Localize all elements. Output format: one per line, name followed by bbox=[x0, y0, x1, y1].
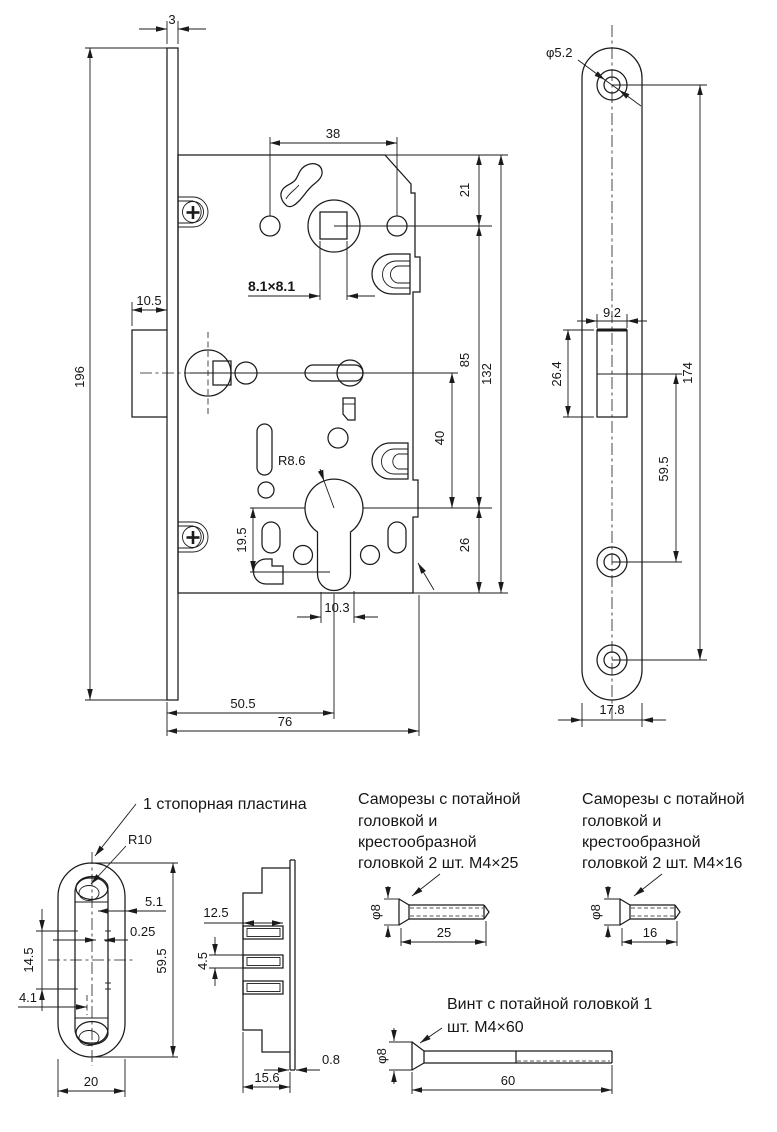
dim-label-40: 40 bbox=[432, 430, 447, 446]
dim-label-phi8-b: φ8 bbox=[588, 904, 603, 920]
screw25-text-2: головкой и bbox=[358, 813, 438, 830]
dim-label-19-5: 19.5 bbox=[234, 527, 249, 553]
dim-label-8-1: 8.1×8.1 bbox=[248, 278, 296, 294]
dim-label-0-25: 0.25 bbox=[130, 924, 156, 939]
stopper-plate-title: 1 стопорная пластина bbox=[143, 796, 307, 813]
screw60-text-2: шт. M4×60 bbox=[447, 1019, 524, 1036]
dim-label-0-8: 0.8 bbox=[321, 1052, 341, 1067]
dim-label-4-1: 4.1 bbox=[18, 990, 38, 1005]
dim-label-59-5-stopper: 59.5 bbox=[154, 948, 169, 974]
dim-label-12-5: 12.5 bbox=[203, 905, 229, 920]
dim-label-132: 132 bbox=[479, 363, 494, 385]
dim-label-196: 196 bbox=[72, 366, 87, 388]
dim-label-20: 20 bbox=[83, 1074, 99, 1089]
screw16-text-1: Саморезы с потайной bbox=[582, 791, 745, 808]
dim-label-59-5: 59.5 bbox=[656, 456, 671, 482]
dim-label-15-6: 15.6 bbox=[254, 1070, 280, 1085]
dim-label-5-1: 5.1 bbox=[144, 894, 164, 909]
screw16-text-4: головкой 2 шт. M4×16 bbox=[582, 855, 743, 872]
dim-label-26-4: 26.4 bbox=[549, 361, 564, 387]
dim-label-10-5: 10.5 bbox=[136, 293, 162, 308]
dim-label-174: 174 bbox=[680, 362, 695, 384]
dim-label-25: 25 bbox=[436, 925, 452, 940]
screw25-text-4: головкой 2 шт. M4×25 bbox=[358, 855, 519, 872]
dim-label-3: 3 bbox=[168, 12, 176, 27]
screw16-text-3: крестообразной bbox=[582, 834, 701, 851]
dim-label-14-5: 14.5 bbox=[21, 947, 36, 973]
dim-label-85: 85 bbox=[457, 352, 472, 368]
dim-label-76: 76 bbox=[277, 714, 293, 729]
dim-label-9-2: 9.2 bbox=[602, 305, 622, 320]
dim-label-21: 21 bbox=[457, 182, 472, 198]
screw25-text-3: крестообразной bbox=[358, 834, 477, 851]
dim-label-phi5-2: φ5.2 bbox=[546, 45, 573, 60]
dim-label-phi8-c: φ8 bbox=[374, 1048, 389, 1064]
dim-label-17-8: 17.8 bbox=[599, 702, 625, 717]
dim-label-10-3: 10.3 bbox=[324, 600, 350, 615]
screw25-text-1: Саморезы с потайной bbox=[358, 791, 521, 808]
dim-label-r8-6: R8.6 bbox=[278, 453, 306, 468]
dim-label-60: 60 bbox=[500, 1073, 516, 1088]
dim-label-38: 38 bbox=[325, 126, 341, 141]
dim-label-26: 26 bbox=[457, 537, 472, 553]
dim-label-4-5: 4.5 bbox=[195, 951, 210, 971]
dim-label-phi8-a: φ8 bbox=[368, 904, 383, 920]
dim-label-50-5: 50.5 bbox=[230, 696, 256, 711]
screw60-text-1: Винт с потайной головкой 1 bbox=[447, 996, 653, 1013]
dim-label-16: 16 bbox=[642, 925, 658, 940]
screw16-text-2: головкой и bbox=[582, 813, 662, 830]
dim-label-r10: R10 bbox=[128, 832, 152, 847]
